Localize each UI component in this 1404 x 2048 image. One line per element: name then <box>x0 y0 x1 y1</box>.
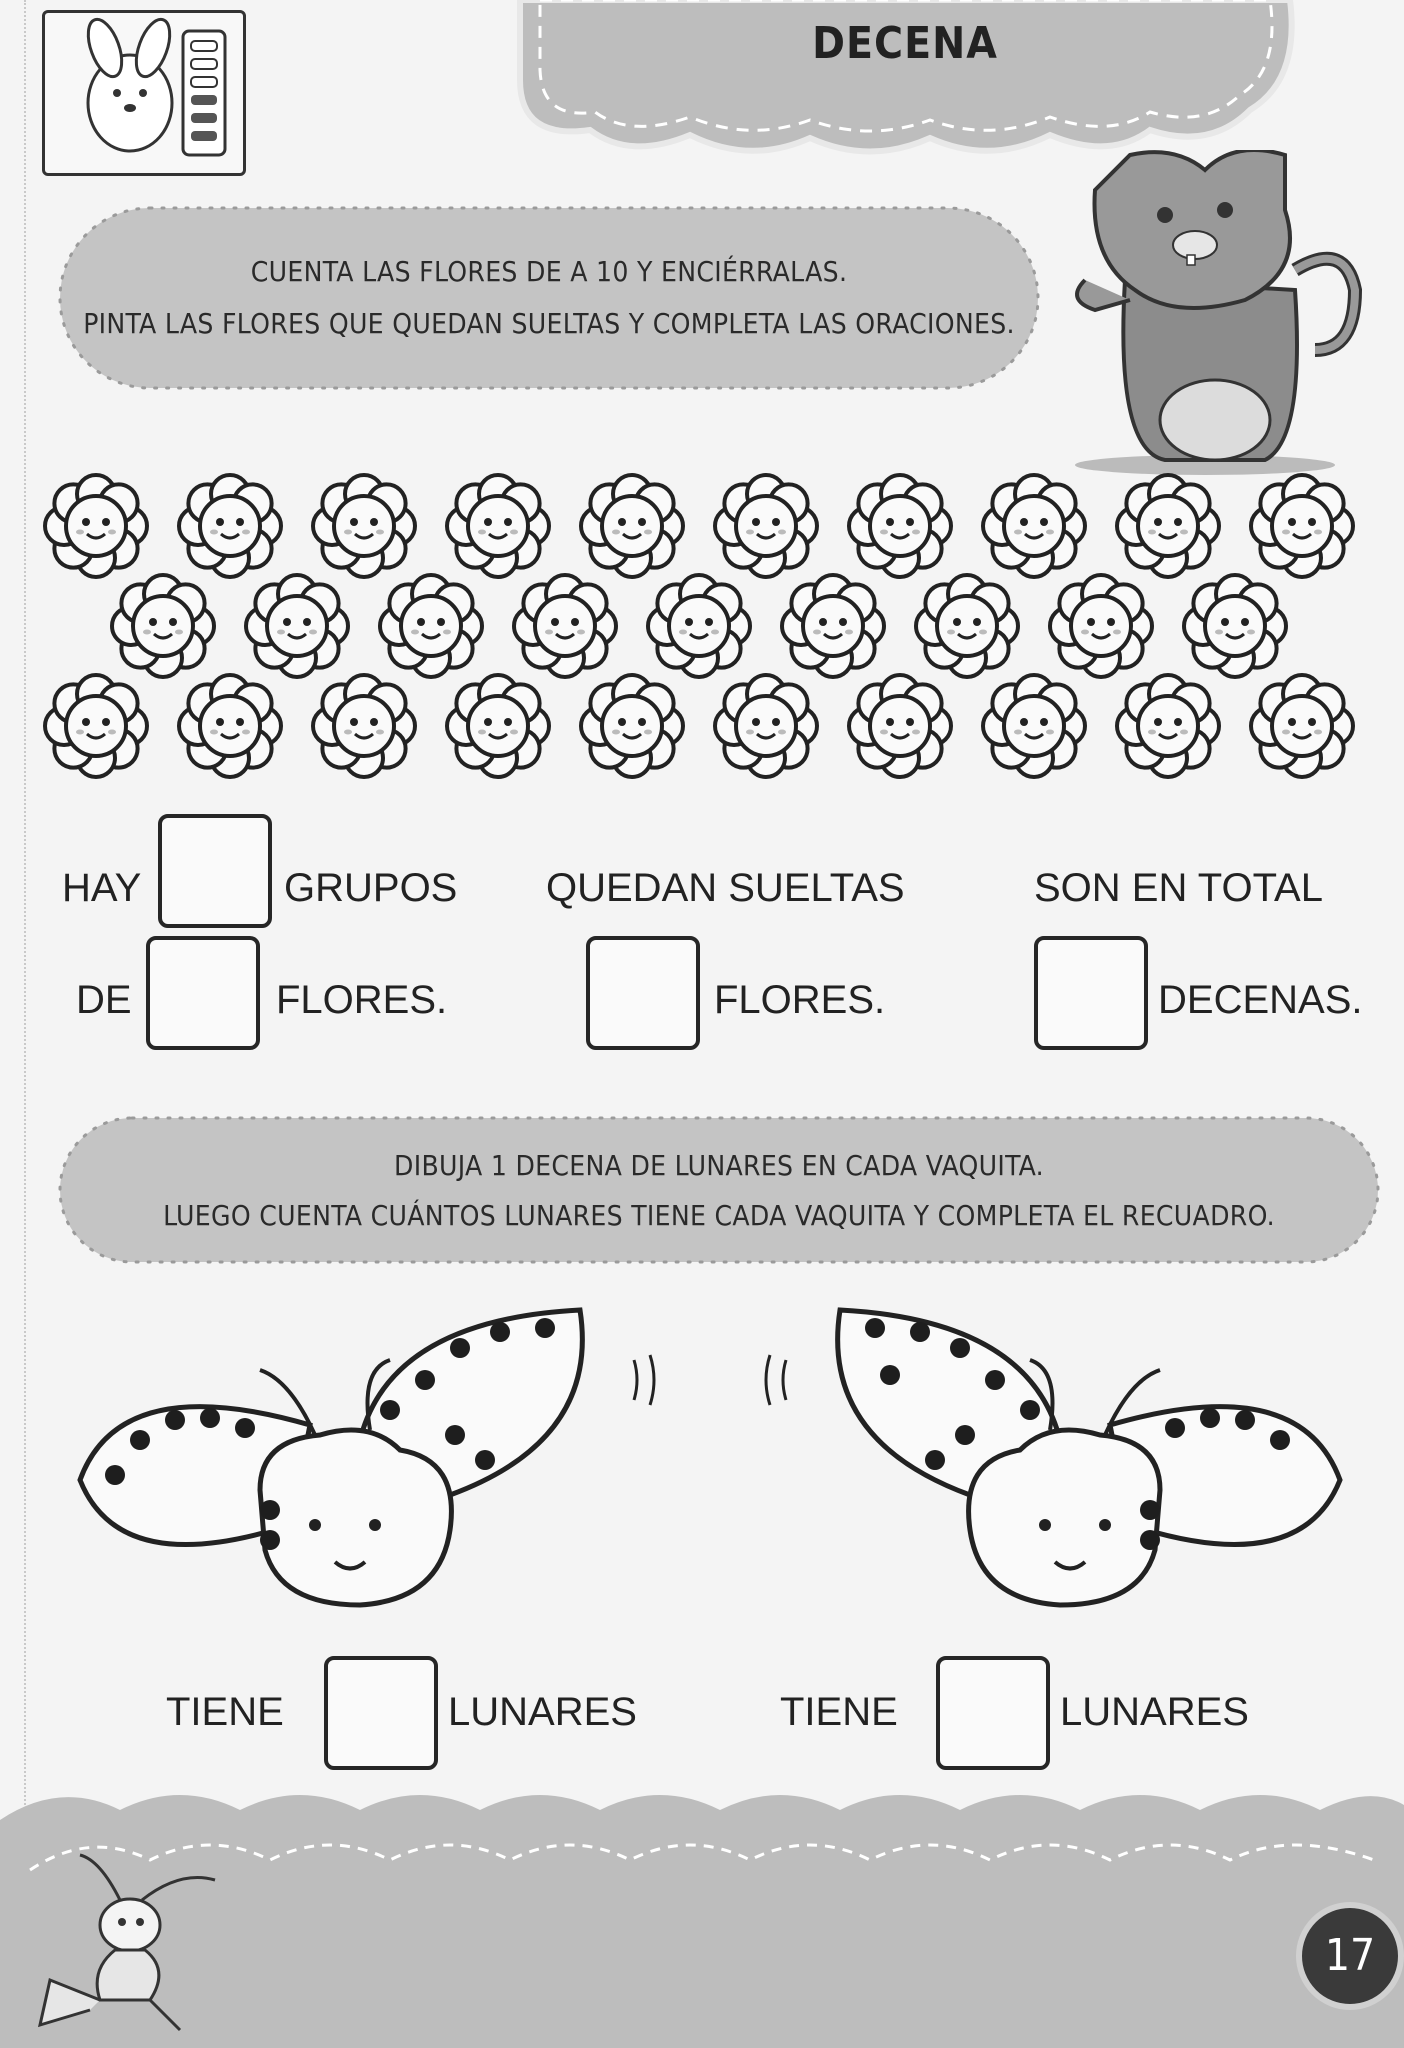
flower-icon[interactable] <box>1045 570 1157 682</box>
answer-box-total-tens[interactable] <box>1034 936 1148 1050</box>
flower-icon[interactable] <box>777 570 889 682</box>
instruction-2-line-1: DIBUJA 1 DECENA DE LUNARES EN CADA VAQUITA. <box>394 1149 1044 1182</box>
label-flores-2: FLORES. <box>714 978 886 1022</box>
flower-icon[interactable] <box>308 670 420 782</box>
page-title: DECENA <box>812 18 998 69</box>
instruction-1-line-1: CUENTA LAS FLORES DE A 10 Y ENCIÉRRALAS. <box>250 255 848 288</box>
flower-icon[interactable] <box>911 570 1023 682</box>
ladybug-icon <box>60 1300 660 1680</box>
answer-box-flowers-per-group[interactable] <box>146 936 260 1050</box>
flower-icon[interactable] <box>241 570 353 682</box>
flower-icon[interactable] <box>978 470 1090 582</box>
flower-icon[interactable] <box>308 470 420 582</box>
flower-icon[interactable] <box>442 470 554 582</box>
rabbit-mascot-icon <box>42 10 246 176</box>
ladybug-icon <box>760 1300 1360 1680</box>
answer-box-groups[interactable] <box>158 814 272 928</box>
flower-icon[interactable] <box>509 570 621 682</box>
answer-box-ladybug-1[interactable] <box>324 1656 438 1770</box>
flower-icon[interactable] <box>710 470 822 582</box>
flower-icon[interactable] <box>375 570 487 682</box>
answer-box-loose-flowers[interactable] <box>586 936 700 1050</box>
cricket-illustration-icon <box>30 1850 230 2040</box>
flower-icon[interactable] <box>1246 670 1358 782</box>
flower-icon[interactable] <box>1246 470 1358 582</box>
flower-icon[interactable] <box>844 470 956 582</box>
flower-grid <box>40 470 1380 800</box>
flower-icon[interactable] <box>576 470 688 582</box>
flower-icon[interactable] <box>844 670 956 782</box>
label-decenas: DECENAS. <box>1158 978 1363 1022</box>
flower-icon[interactable] <box>442 670 554 782</box>
flower-icon[interactable] <box>1112 670 1224 782</box>
flower-icon[interactable] <box>107 570 219 682</box>
instruction-1-line-2: PINTA LAS FLORES QUE QUEDAN SUELTAS Y COMPLETA LAS ORACIONES. <box>83 307 1015 340</box>
binding-edge <box>10 0 26 2048</box>
flower-icon[interactable] <box>1112 470 1224 582</box>
label-flores-1: FLORES. <box>276 978 448 1022</box>
instruction-banner-1 <box>54 198 1044 398</box>
cat-illustration-icon <box>1055 150 1375 480</box>
label-son-en-total: SON EN TOTAL <box>1034 866 1323 910</box>
page-number: 17 <box>1296 1902 1404 2010</box>
flower-icon[interactable] <box>174 670 286 782</box>
label-quedan-sueltas: QUEDAN SUELTAS <box>546 866 905 910</box>
flower-icon[interactable] <box>710 670 822 782</box>
answer-box-ladybug-2[interactable] <box>936 1656 1050 1770</box>
ladybug-1-tiene: TIENE <box>166 1690 284 1734</box>
ladybug-2-lunares: LUNARES <box>1060 1690 1249 1734</box>
label-hay: HAY <box>62 866 142 910</box>
ladybug-1-lunares: LUNARES <box>448 1690 637 1734</box>
label-de: DE <box>76 978 132 1022</box>
flower-icon[interactable] <box>576 670 688 782</box>
instruction-banner-2 <box>54 1110 1384 1270</box>
flower-icon[interactable] <box>40 670 152 782</box>
flower-icon[interactable] <box>978 670 1090 782</box>
flower-icon[interactable] <box>643 570 755 682</box>
flower-icon[interactable] <box>174 470 286 582</box>
flower-icon[interactable] <box>1179 570 1291 682</box>
label-grupos: GRUPOS <box>284 866 458 910</box>
instruction-2-line-2: LUEGO CUENTA CUÁNTOS LUNARES TIENE CADA VAQUITA Y COMPLETA EL RECUADRO. <box>163 1199 1275 1232</box>
flower-icon[interactable] <box>40 470 152 582</box>
ladybug-2-tiene: TIENE <box>780 1690 898 1734</box>
